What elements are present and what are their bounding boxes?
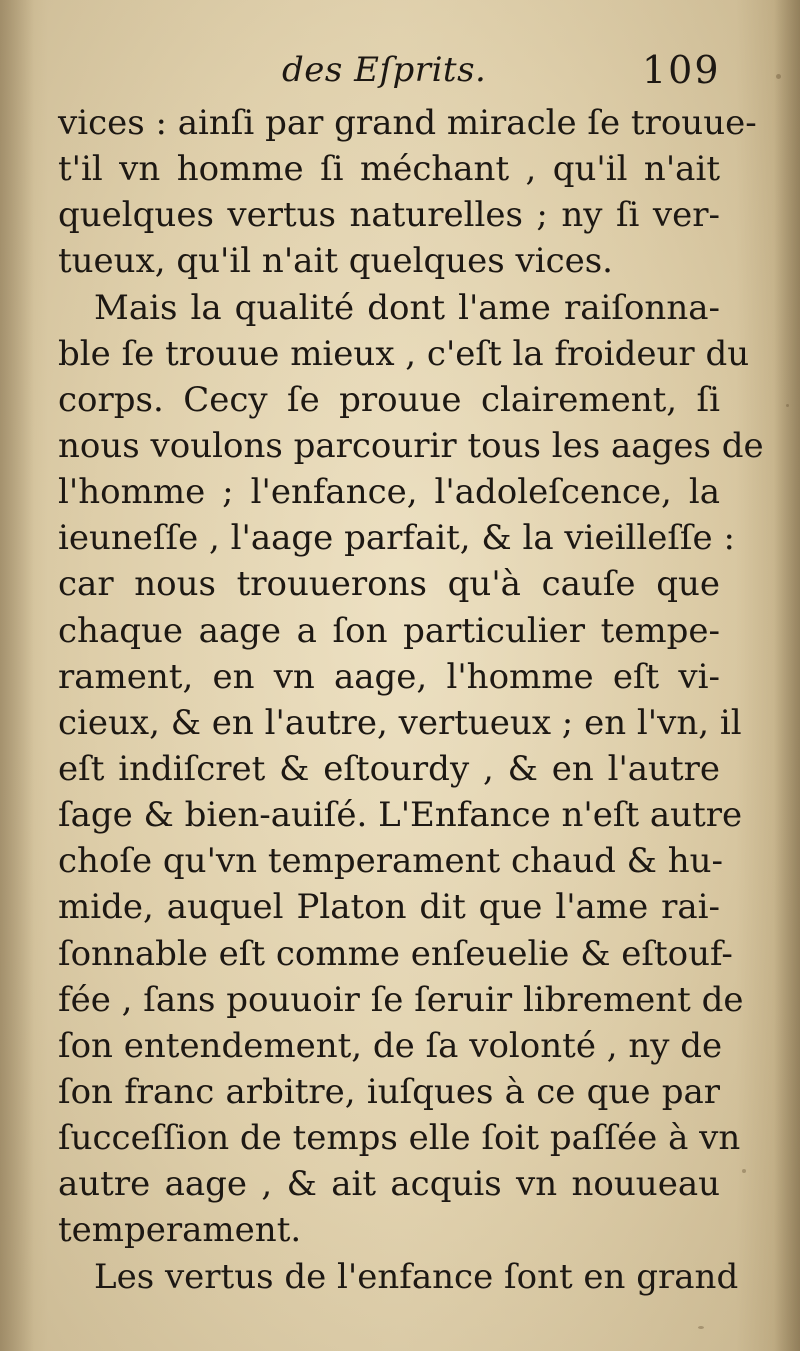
running-head [0, 44, 800, 96]
text-line: temperament. [58, 1210, 302, 1251]
text-line: car nous trouuerons qu'à cauſe que [58, 564, 720, 605]
text-line: rament, en vn aage, l'homme eſt vi- [58, 656, 720, 697]
text-line: eſt indiſcret & eſtourdy , & en l'autre [58, 748, 720, 789]
text-line: ſucceſſion de temps elle ſoit paſſée à vn [58, 1118, 741, 1159]
text-line: fée , ſans pouuoir ſe ſeruir librement de [58, 979, 744, 1020]
paper-speck [698, 1326, 704, 1329]
text-line: t'il vn homme ſi méchant , qu'il n'ait [58, 149, 720, 190]
running-title: des Eſprits. [282, 50, 487, 90]
text-line: ble ſe trouue mieux , c'eſt la froideur du [58, 333, 750, 374]
paragraph-start-line: Les vertus de l'enfance ſont en grand [94, 1256, 739, 1297]
paragraph-start-line: Mais la qualité dont l'ame raiſonna- [94, 287, 720, 328]
text-line: nous voulons parcourir tous les aages de [58, 425, 764, 466]
text-line: chaque aage a ſon particulier tempe- [58, 610, 720, 651]
text-line: ſon entendement, de ſa volonté , ny de [58, 1025, 723, 1066]
text-line: autre aage , & ait acquis vn nouueau [58, 1164, 720, 1205]
text-line: vices : ainſi par grand miracle ſe trouue- [58, 103, 757, 143]
paper-speck [742, 1169, 746, 1173]
text-line: quelques vertus naturelles ; ny ſi ver- [58, 195, 720, 236]
paper-speck [776, 74, 781, 79]
text-line: ieuneſſe , l'aage parfait, & la vieilleſſe : [58, 518, 735, 559]
paper-speck [786, 404, 789, 407]
text-line: l'homme ; l'enfance, l'adoleſcence, la [58, 472, 720, 513]
text-line: ſon franc arbitre, iuſques à ce que par [58, 1071, 720, 1112]
text-line: choſe qu'vn temperament chaud & hu- [58, 841, 724, 882]
page-number: 109 [642, 48, 721, 92]
body-text [58, 100, 764, 1300]
text-line: tueux, qu'il n'ait quelques vices. [58, 241, 613, 282]
text-line: ſonnable eſt comme enſeuelie & eſtouf- [58, 933, 733, 974]
text-line: cieux, & en l'autre, vertueux ; en l'vn, il [58, 702, 742, 743]
text-line: mide, auquel Platon dit que l'ame rai- [58, 887, 720, 928]
text-line: corps. Cecy ſe prouue clairement, ſi [58, 379, 720, 420]
text-line: ſage & bien-auiſé. L'Enfance n'eſt autre [58, 795, 743, 836]
